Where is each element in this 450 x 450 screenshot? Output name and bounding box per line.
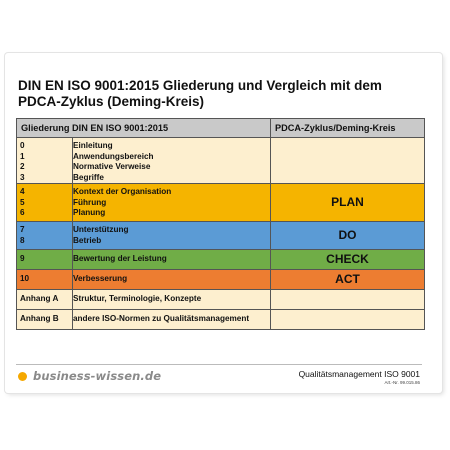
- header-pdca: PDCA-Zyklus/Deming-Kreis: [271, 119, 425, 138]
- clause-numbers: [17, 184, 73, 222]
- table-row-annex-a: [17, 290, 425, 310]
- clause-topic: Normative Verweise: [73, 162, 151, 171]
- table-header-row: [17, 119, 425, 138]
- clause-number: 4: [20, 187, 25, 196]
- table-row-act: [17, 270, 425, 290]
- annex-topic: andere ISO-Normen zu Qualitätsmanagement: [73, 310, 271, 330]
- iso-pdca-table: [16, 118, 425, 330]
- clause-number: 5: [20, 197, 25, 207]
- pdca-check: CHECK: [271, 250, 425, 270]
- clause-topic: Begriffe: [73, 172, 104, 182]
- page-title: DIN EN ISO 9001:2015 Gliederung und Vergleich mit dem PDCA-Zyklus (Deming-Kreis): [18, 78, 382, 109]
- pdca-act: ACT: [271, 270, 425, 290]
- clause-number: 10: [17, 270, 73, 290]
- pdca-do: DO: [271, 222, 425, 250]
- table-row-plan: [17, 184, 425, 222]
- pdca-cell-empty: [271, 290, 425, 310]
- clause-number: 9: [17, 250, 73, 270]
- pdca-cell-empty: [271, 310, 425, 330]
- logo-text: business-wissen.de: [33, 369, 162, 383]
- clause-number: 2: [20, 162, 25, 171]
- annex-label: Anhang A: [17, 290, 73, 310]
- clause-topic: Betrieb: [73, 235, 102, 245]
- clause-topic: Verbesserung: [73, 270, 271, 290]
- table-row-do: [17, 222, 425, 250]
- clause-numbers: [17, 222, 73, 250]
- table-row-intro: [17, 138, 425, 184]
- clause-topic: Unterstützung: [73, 225, 129, 234]
- annex-topic: Struktur, Terminologie, Konzepte: [73, 290, 271, 310]
- footer-divider: [16, 364, 422, 365]
- clause-topics: [73, 138, 271, 184]
- clause-topics: [73, 184, 271, 222]
- clause-numbers: [17, 138, 73, 184]
- pdca-plan: PLAN: [271, 184, 425, 222]
- clause-topic: Anwendungsbereich: [73, 151, 154, 161]
- clause-number: 1: [20, 151, 25, 161]
- table-row-annex-b: [17, 310, 425, 330]
- logo-dot-icon: [18, 372, 27, 381]
- pdca-cell-empty: [271, 138, 425, 184]
- clause-topics: [73, 222, 271, 250]
- header-structure: Gliederung DIN EN ISO 9001:2015: [17, 119, 271, 138]
- footer-article-number: Art.-Nr. 99.015.86: [384, 380, 420, 385]
- table-row-check: [17, 250, 425, 270]
- clause-number: 7: [20, 225, 25, 234]
- annex-label: Anhang B: [17, 310, 73, 330]
- clause-number: 3: [20, 172, 25, 182]
- clause-number: 6: [20, 208, 25, 217]
- clause-topic: Bewertung der Leistung: [73, 250, 271, 270]
- clause-number: 8: [20, 235, 25, 245]
- clause-topic: Einleitung: [73, 141, 113, 150]
- brand-logo: [18, 368, 161, 384]
- clause-topic: Planung: [73, 208, 106, 217]
- clause-number: 0: [20, 141, 25, 150]
- clause-topic: Führung: [73, 197, 107, 207]
- clause-topic: Kontext der Organisation: [73, 187, 172, 196]
- footer-doc-title: Qualitätsmanagement ISO 9001: [298, 369, 420, 379]
